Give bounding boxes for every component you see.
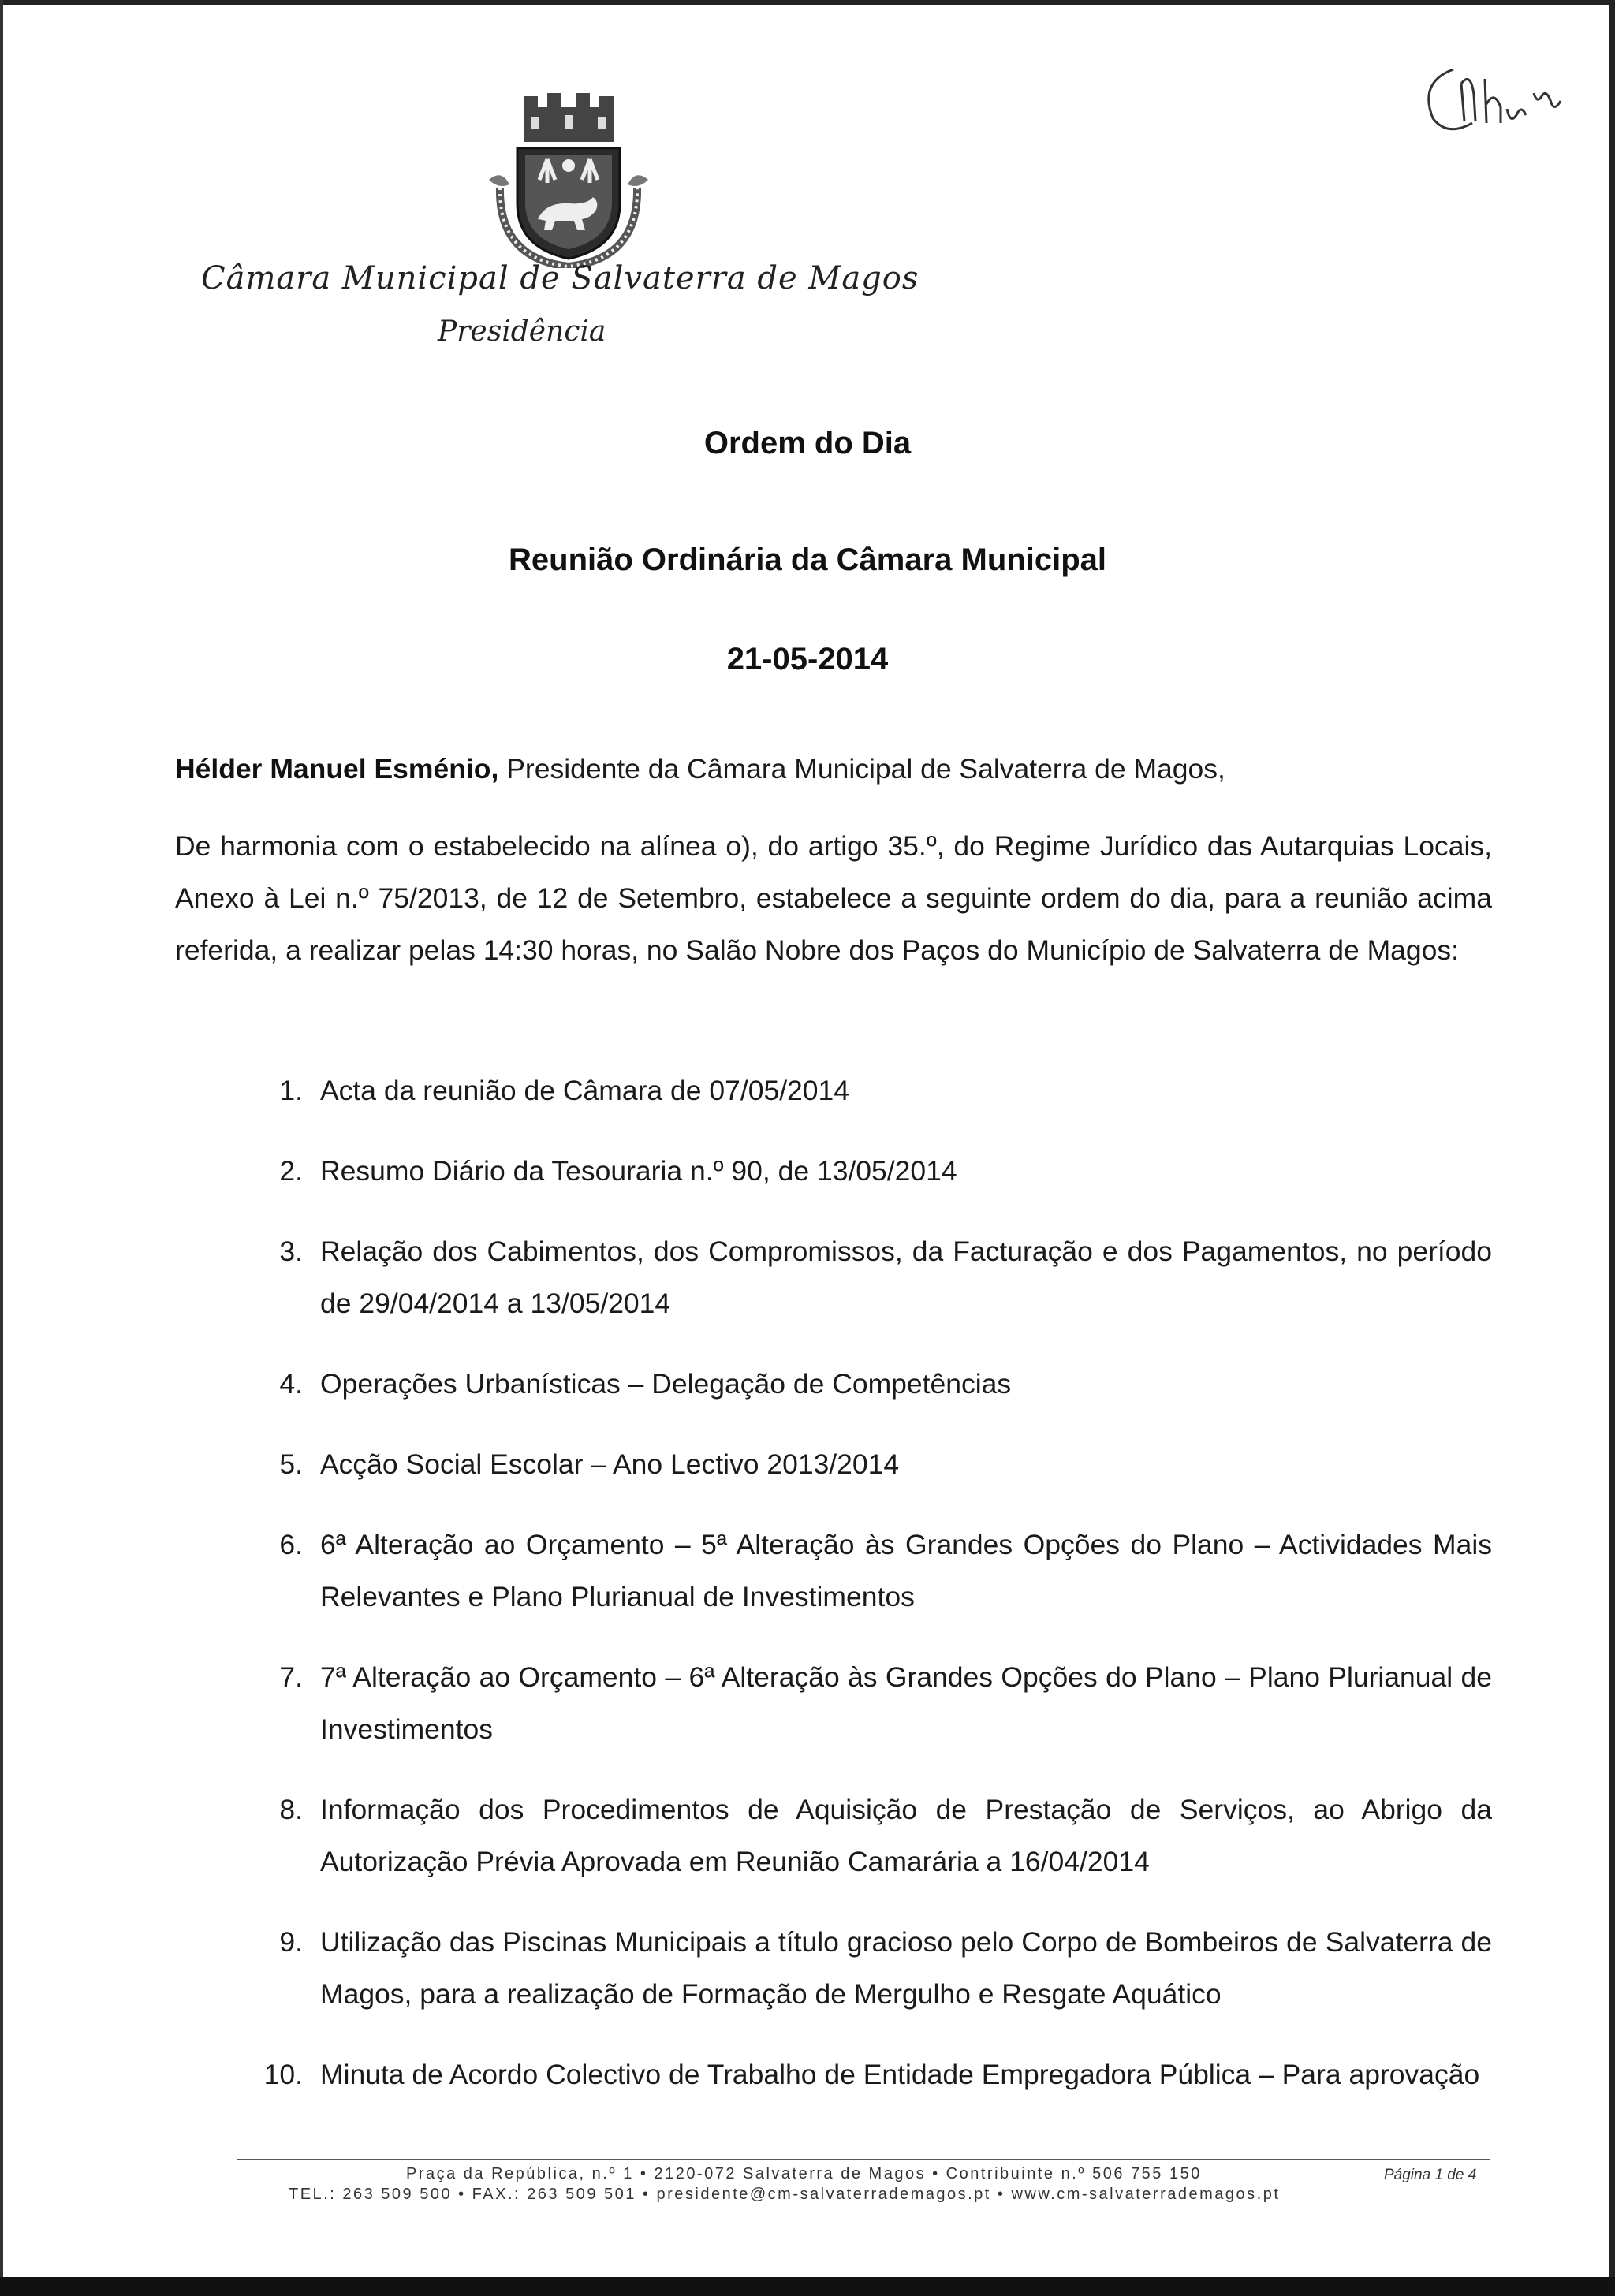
letterhead-municipality: Câmara Municipal de Salvaterra de Magos — [201, 260, 919, 296]
coat-of-arms-icon — [483, 93, 655, 268]
agenda-item-text: Informação dos Procedimentos de Aquisição de Prestação de Serviços, ao Abrigo da Autorização Prévia Aprovada em Reunião Camarária a 16/04/2014 — [320, 1794, 1492, 1877]
letterhead-department: Presidência — [438, 315, 606, 348]
meeting-subtitle: Reunião Ordinária da Câmara Municipal — [509, 542, 1106, 577]
meeting-date: 21-05-2014 — [726, 642, 889, 676]
agenda-item-number: 1. — [279, 1075, 303, 1106]
footer-address: Praça da República, n.º 1 • 2120-072 Salvaterra de Magos • Contribuinte n.º 506 755 150 — [406, 2165, 1202, 2182]
agenda-item-number: 5. — [279, 1448, 303, 1480]
document-title: Ordem do Dia — [703, 426, 912, 460]
agenda-item-text: Relação dos Cabimentos, dos Compromissos, da Facturação e dos Pagamentos, no período de 29/04/2014 a 13/05/2014 — [320, 1236, 1492, 1319]
agenda-item-text: Minuta de Acordo Colectivo de Trabalho de Entidade Empregadora Pública – Para aprovação — [320, 2059, 1480, 2090]
footer-page-number: Página 1 de 4 — [1384, 2167, 1477, 2183]
intro-line — [175, 743, 1492, 795]
agenda-item-text: Utilização das Piscinas Municipais a título gracioso pelo Corpo de Bombeiros de Salvaterra de Magos, para a realização de Formação de Mergulho e Resgate Aquático — [320, 1926, 1492, 2010]
president-role: Presidente da Câmara Municipal de Salvaterra de Magos, — [498, 753, 1225, 785]
agenda-item — [175, 1145, 1492, 1197]
president-name: Hélder Manuel Esménio, — [175, 753, 499, 785]
agenda-item-number: 10. — [263, 2059, 303, 2090]
agenda-item-number: 2. — [279, 1155, 303, 1187]
agenda-item — [175, 2048, 1492, 2100]
agenda-item — [175, 1784, 1492, 1888]
agenda-item-number: 8. — [279, 1794, 303, 1825]
footer-contacts: TEL.: 263 509 500 • FAX.: 263 509 501 • presidente@cm-salvaterrademagos.pt • www.cm-salvaterrademagos.pt — [289, 2186, 1281, 2203]
agenda-item-text: 6ª Alteração ao Orçamento – 5ª Alteração às Grandes Opções do Plano – Actividades Mais Relevantes e Plano Plurianual de Investimentos — [320, 1529, 1492, 1612]
agenda-item — [175, 1519, 1492, 1623]
scan-edge-bottom — [0, 2277, 1615, 2296]
agenda-item-number: 3. — [279, 1236, 303, 1267]
footer-divider — [237, 2159, 1490, 2160]
scan-edge-top — [0, 0, 1615, 5]
agenda-item-number: 4. — [279, 1368, 303, 1400]
agenda-item — [175, 1225, 1492, 1329]
agenda-item — [175, 1916, 1492, 2020]
agenda-item-number: 7. — [279, 1661, 303, 1693]
agenda-item-number: 6. — [279, 1529, 303, 1560]
agenda-item — [175, 1651, 1492, 1755]
agenda-item-text: Resumo Diário da Tesouraria n.º 90, de 13/05/2014 — [320, 1155, 957, 1187]
agenda-item — [175, 1358, 1492, 1410]
agenda-item-text: Acta da reunião de Câmara de 07/05/2014 — [320, 1075, 850, 1106]
legal-paragraph: De harmonia com o estabelecido na alínea o), do artigo 35.º, do Regime Jurídico das Autarquias Locais, Anexo à Lei n.º 75/2013, de 12 de Setembro, estabelece a seguinte ordem do dia, para a reunião acima referida, a realizar pelas 14:30 horas, no Salão Nobre dos Paços do Município de Salvaterra de Magos: — [175, 830, 1492, 966]
agenda-list — [175, 1064, 1492, 2100]
agenda-item-text: Acção Social Escolar – Ano Lectivo 2013/2014 — [320, 1448, 900, 1480]
scan-edge-right — [1609, 0, 1615, 2296]
agenda-item — [175, 1438, 1492, 1490]
scan-edge-left — [0, 0, 3, 2296]
handwritten-initials-icon — [1415, 55, 1573, 142]
agenda-item-text: 7ª Alteração ao Orçamento – 6ª Alteração às Grandes Opções do Plano – Plano Plurianual de Investimentos — [320, 1661, 1492, 1745]
agenda-item — [175, 1064, 1492, 1116]
agenda-item-number: 9. — [279, 1926, 303, 1958]
agenda-item-text: Operações Urbanísticas – Delegação de Competências — [320, 1368, 1012, 1400]
